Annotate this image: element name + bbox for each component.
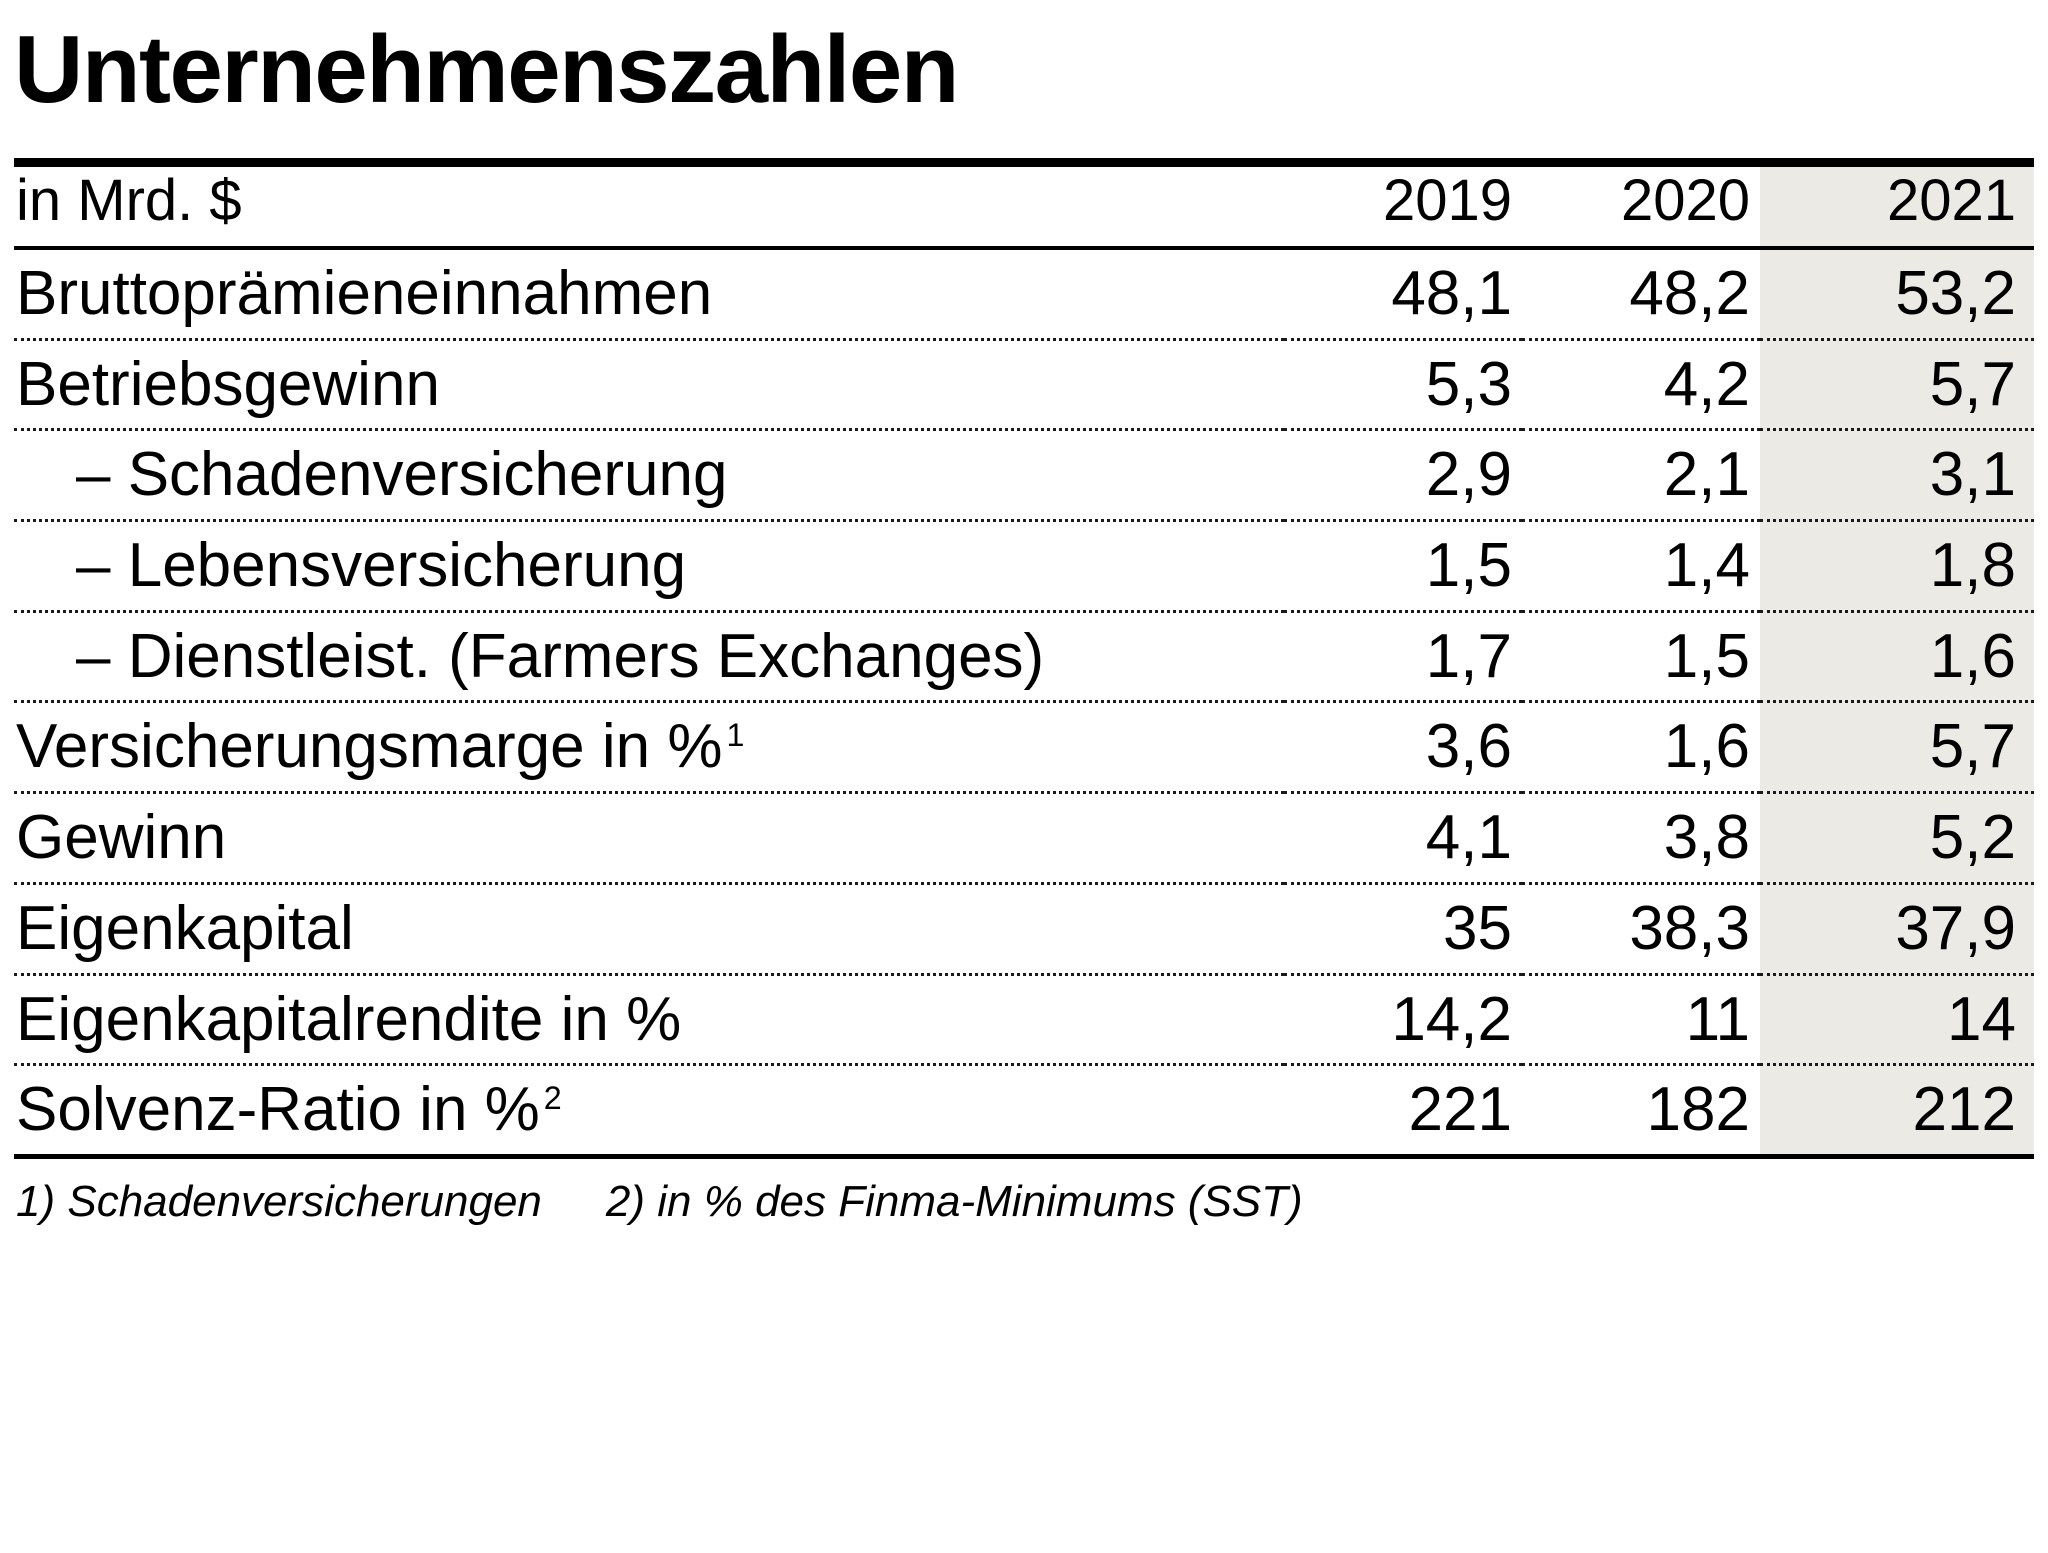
row-label-text: Gewinn xyxy=(16,803,227,873)
row-label xyxy=(14,883,1284,974)
column-header-2019: 2019 xyxy=(1382,168,1512,233)
row-value-2021: 3,1 xyxy=(1760,430,2034,521)
row-value-2021: 5,7 xyxy=(1760,702,2034,793)
table-body xyxy=(14,248,2034,1157)
row-label-text: – Lebensversicherung xyxy=(76,531,687,601)
row-value-2021: 1,8 xyxy=(1760,521,2034,612)
table-row xyxy=(14,430,2034,521)
table-row xyxy=(14,702,2034,793)
row-value-2019: 2,9 xyxy=(1284,430,1522,521)
row-value-2019: 1,7 xyxy=(1284,611,1522,702)
row-label xyxy=(14,793,1284,884)
table-container xyxy=(14,158,2034,1159)
row-label-text: Betriebsgewinn xyxy=(16,349,440,419)
row-value-2020: 1,4 xyxy=(1522,521,1760,612)
column-header-2021: 2021 xyxy=(1886,168,2016,233)
unit-label: in Mrd. $ xyxy=(16,168,242,233)
row-label-text: Versicherungsmarge in % xyxy=(16,712,723,782)
row-value-2020: 38,3 xyxy=(1522,883,1760,974)
row-label xyxy=(14,974,1284,1065)
footnote-marker: 2 xyxy=(543,1079,562,1116)
row-value-2019: 4,1 xyxy=(1284,793,1522,884)
row-value-2020: 4,2 xyxy=(1522,339,1760,430)
row-value-2021: 5,2 xyxy=(1760,793,2034,884)
row-value-2020: 1,5 xyxy=(1522,611,1760,702)
row-value-2020: 48,2 xyxy=(1522,248,1760,339)
row-label-text: Eigenkapitalrendite in % xyxy=(16,984,682,1054)
row-label xyxy=(14,248,1284,339)
row-value-2021: 212 xyxy=(1760,1065,2034,1157)
row-label xyxy=(14,339,1284,430)
table-row xyxy=(14,521,2034,612)
row-value-2019: 14,2 xyxy=(1284,974,1522,1065)
row-value-2019: 48,1 xyxy=(1284,248,1522,339)
footnote-1: 1) Schadenversicherungen xyxy=(16,1177,542,1227)
row-value-2019: 35 xyxy=(1284,883,1522,974)
row-label xyxy=(14,611,1284,702)
table-row xyxy=(14,883,2034,974)
row-value-2019: 3,6 xyxy=(1284,702,1522,793)
footnote-2: 2) in % des Finma-Minimums (SST) xyxy=(605,1177,1303,1227)
row-label xyxy=(14,1065,1284,1157)
table-row xyxy=(14,1065,2034,1157)
table-row xyxy=(14,248,2034,339)
row-label xyxy=(14,702,1284,793)
row-label-text: Bruttoprämieneinnahmen xyxy=(16,258,713,328)
company-figures-table xyxy=(14,158,2034,1159)
row-label-text: – Dienstleist. (Farmers Exchanges) xyxy=(76,621,1045,691)
row-value-2021: 53,2 xyxy=(1760,248,2034,339)
table-row xyxy=(14,974,2034,1065)
table-row xyxy=(14,611,2034,702)
row-value-2020: 2,1 xyxy=(1522,430,1760,521)
row-value-2020: 1,6 xyxy=(1522,702,1760,793)
table-row xyxy=(14,339,2034,430)
table-row xyxy=(14,793,2034,884)
row-value-2019: 5,3 xyxy=(1284,339,1522,430)
row-value-2021: 5,7 xyxy=(1760,339,2034,430)
row-value-2020: 182 xyxy=(1522,1065,1760,1157)
row-label-text: Solvenz-Ratio in % xyxy=(16,1075,540,1145)
row-value-2021: 1,6 xyxy=(1760,611,2034,702)
table-header xyxy=(14,163,2034,248)
header-row xyxy=(14,163,2034,248)
row-value-2020: 11 xyxy=(1522,974,1760,1065)
column-header-2020: 2020 xyxy=(1620,168,1750,233)
row-value-2021: 37,9 xyxy=(1760,883,2034,974)
row-value-2019: 221 xyxy=(1284,1065,1522,1157)
footnotes xyxy=(14,1177,2034,1227)
footnote-marker: 1 xyxy=(726,716,745,753)
row-label xyxy=(14,430,1284,521)
row-label xyxy=(14,521,1284,612)
row-label-text: – Schadenversicherung xyxy=(76,440,728,510)
row-value-2021: 14 xyxy=(1760,974,2034,1065)
row-value-2019: 1,5 xyxy=(1284,521,1522,612)
row-value-2020: 3,8 xyxy=(1522,793,1760,884)
page-title: Unternehmenszahlen xyxy=(14,16,958,123)
row-label-text: Eigenkapital xyxy=(16,893,354,963)
